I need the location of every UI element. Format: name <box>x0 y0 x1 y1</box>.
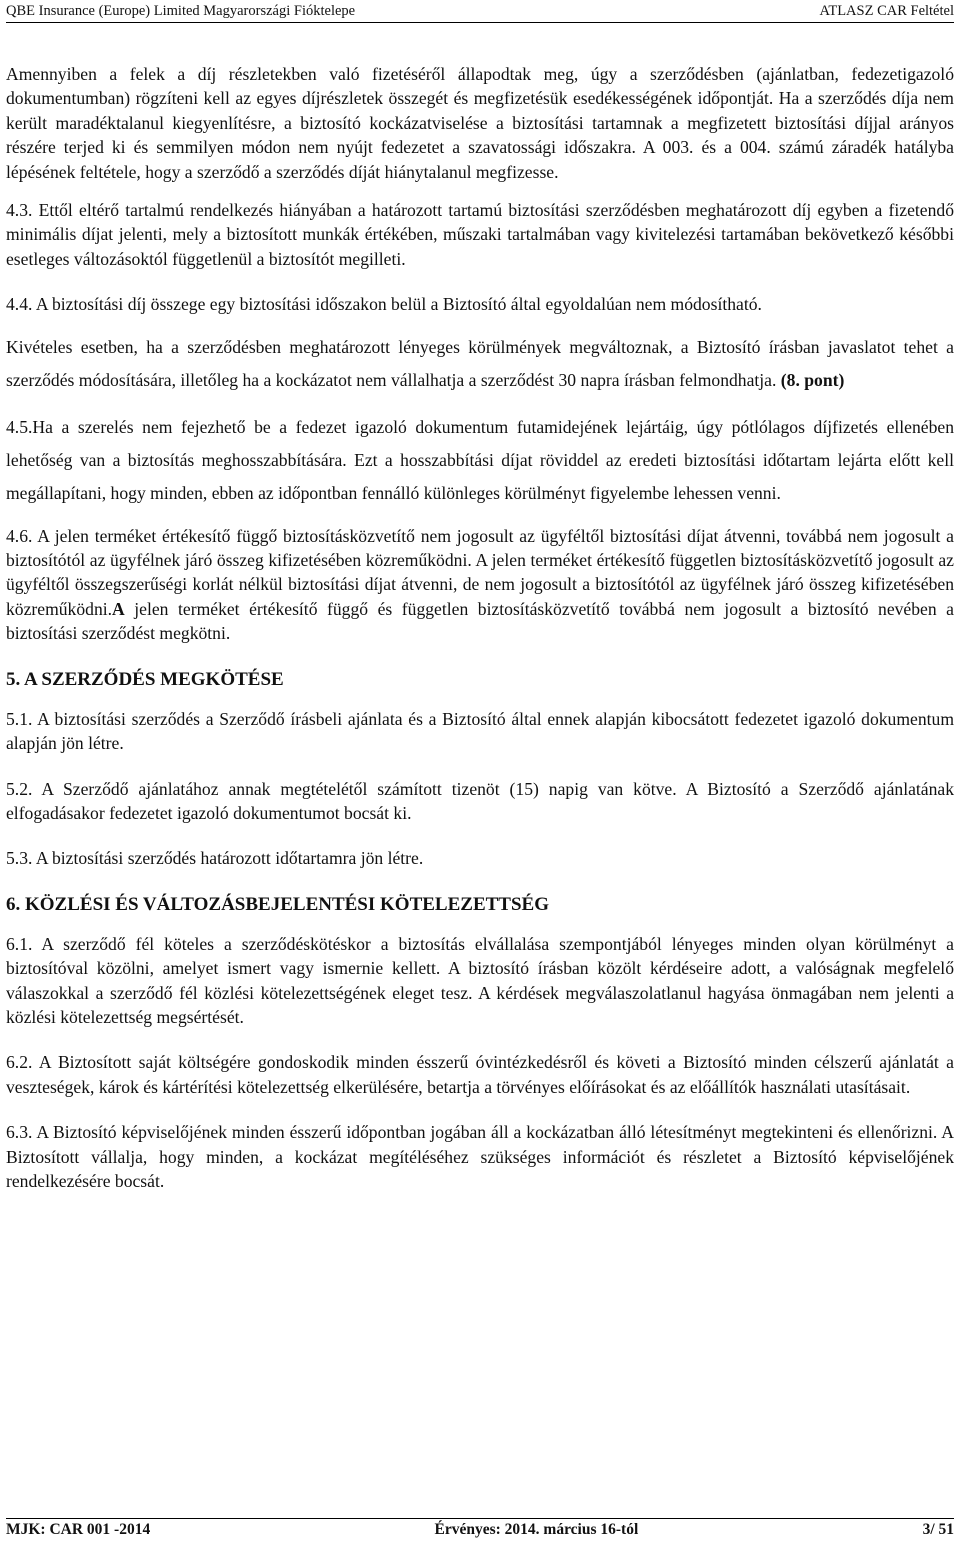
paragraph-6-1: 6.1. A szerződő fél köteles a szerződéskötéskor a biztosítás elvállalása szempontjából lényeges minden olyan körülményt a biztosítóval közölni, amelyet ismert vagy ismernie kellett. A biztosító írásban közölt kérdéseire adott, a valóságnak megfelelő válaszokkal a szerződő fél közlési kötelezettségének eleget tesz. A kérdések megválaszolatlanul hagyása önmagában nem jelenti a közlési kötelezettség megsértését. <box>6 933 954 1027</box>
footer-validity: Érvényes: 2014. március 16-tól <box>434 1521 639 1538</box>
paragraph-5-3: 5.3. A biztosítási szerződés határozott időtartamra jön létre. <box>6 848 424 869</box>
paragraph-4-4-exception <box>6 331 954 397</box>
paragraph-4-6 <box>6 524 954 646</box>
paragraph-4-6-part-2: jelen terméket értékesítő függő és független biztosításközvetítő továbbá nem jogosult a biztosító nevében a biztosítási szerződést megkötni. <box>6 598 954 644</box>
paragraph-6-3: 6.3. A Biztosító képviselőjének minden ésszerű időpontban jogában áll a kockázatban álló létesítményt megtekinteni és ellenőrizni. A Biztosított vállalja, hogy minden, a kockázat megítéléséhez szükséges információt és részletet a Biztosító képviselőjének rendelkezésére bocsát. <box>6 1122 954 1191</box>
header-company: QBE Insurance (Europe) Limited Magyarországi Fióktelepe <box>6 2 356 19</box>
header-document-title: ATLASZ CAR Feltétel <box>819 2 954 19</box>
footer-document-code: MJK: CAR 001 -2014 <box>6 1521 151 1538</box>
paragraph-4-6-bold-letter: A <box>112 598 125 619</box>
document-body <box>6 62 954 1193</box>
page-header <box>6 0 954 23</box>
footer-page-number: 3/ 51 <box>922 1521 954 1538</box>
paragraph-4-5: 4.5.Ha a szerelés nem fejezhető be a fedezet igazoló dokumentum futamidejének lejártáig, úgy pótlólagos díjfizetés ellenében lehetőség van a biztosítás meghosszabbítására. Ezt a hosszabbítási díjat röviddel az eredeti biztosítási időtartam lejárta előtt kell megállapítani, hogy minden, ebben az időpontban fennálló különleges körülményt figyelembe lehessen venni. <box>6 416 954 503</box>
section-6-heading: 6. KÖZLÉSI ÉS VÁLTOZÁSBEJELENTÉSI KÖTELEZETTSÉG <box>6 893 549 915</box>
paragraph-4-4: 4.4. A biztosítási díj összege egy biztosítási időszakon belül a Biztosító által egyoldalúan nem módosítható. <box>6 294 762 315</box>
paragraph-5-2: 5.2. A Szerződő ajánlatához annak megtételétől számított tizenöt (15) napig van kötve. A Biztosító a Szerződő ajánlatának elfogadásakor fedezetet igazoló dokumentumot bocsát ki. <box>6 778 954 823</box>
paragraph-4-3: 4.3. Ettől eltérő tartalmú rendelkezés hiányában a határozott tartamú biztosítási szerződésben meghatározott díj egyben a fizetendő minimális díjat jelenti, mely a biztosított munkák értékében, műszaki tartalmában vagy kivitelezési tartamában bekövetkező későbbi esetleges változásoktól függetlenül a biztosítót megilleti. <box>6 200 954 269</box>
page-footer <box>6 1518 954 1539</box>
paragraph-installments: Amennyiben a felek a díj részletekben való fizetéséről állapodtak meg, úgy a szerződésben (ajánlatban, fedezetigazoló dokumentumban) rögzíteni kell az egyes díjrészletek összegét és megfizetésük esedékességének időpontját. Ha a szerződés díja nem került maradéktalanul kiegyenlítésre, a biztosító kockázatviselése a biztosítási tartamnak a megfizetett biztosítási díjjal arányos részére terjed ki és semmilyen módon nem nyújt fedezetet a szavatossági időszakra. A 003. és a 004. számú záradék hatályba lépésének feltétele, hogy a szerződő a szerződés díját hiánytalanul megfizesse. <box>6 64 954 182</box>
paragraph-4-6-part-1: 4.6. A jelen terméket értékesítő függő biztosításközvetítő nem jogosult az ügyféltől biztosítási díjat átvenni, továbbá nem jogosult a biztosítótól az ügyfélnek járó összeg kifizetésében közreműködni. A jelen terméket értékesítő független biztosításközvetítő jogosult az ügyféltől összegszerűségi korlát nélkül biztosítási díjat átvenni, de nem jogosult a biztosítótól az ügyfélnek járó összeg kifizetésében közreműködni. <box>6 525 954 619</box>
paragraph-4-4-exception-text: Kivételes esetben, ha a szerződésben meghatározott lényeges körülmények megváltoznak, a Biztosító írásban javaslatot tehet a szerződés módosítására, illetőleg ha a kockázatot nem vállalhatja a szerződést 30 napra írásban felmondhatja. <box>6 336 954 390</box>
paragraph-5-1: 5.1. A biztosítási szerződés a Szerződő írásbeli ajánlata és a Biztosító által ennek alapján kibocsátott fedezetet igazoló dokumentum alapján jön létre. <box>6 708 954 754</box>
paragraph-4-4-reference: (8. pont) <box>780 369 845 390</box>
paragraph-6-2: 6.2. A Biztosított saját költségére gondoskodik minden ésszerű óvintézkedésről és követi a Biztosító minden célszerű ajánlatát a veszteségek, károk és kártérítési kötelezettség elkerülésére, betartja a törvényes előírásokat és az előállítók használati utasításait. <box>6 1052 954 1097</box>
section-5-heading: 5. A SZERZŐDÉS MEGKÖTÉSE <box>6 668 284 690</box>
